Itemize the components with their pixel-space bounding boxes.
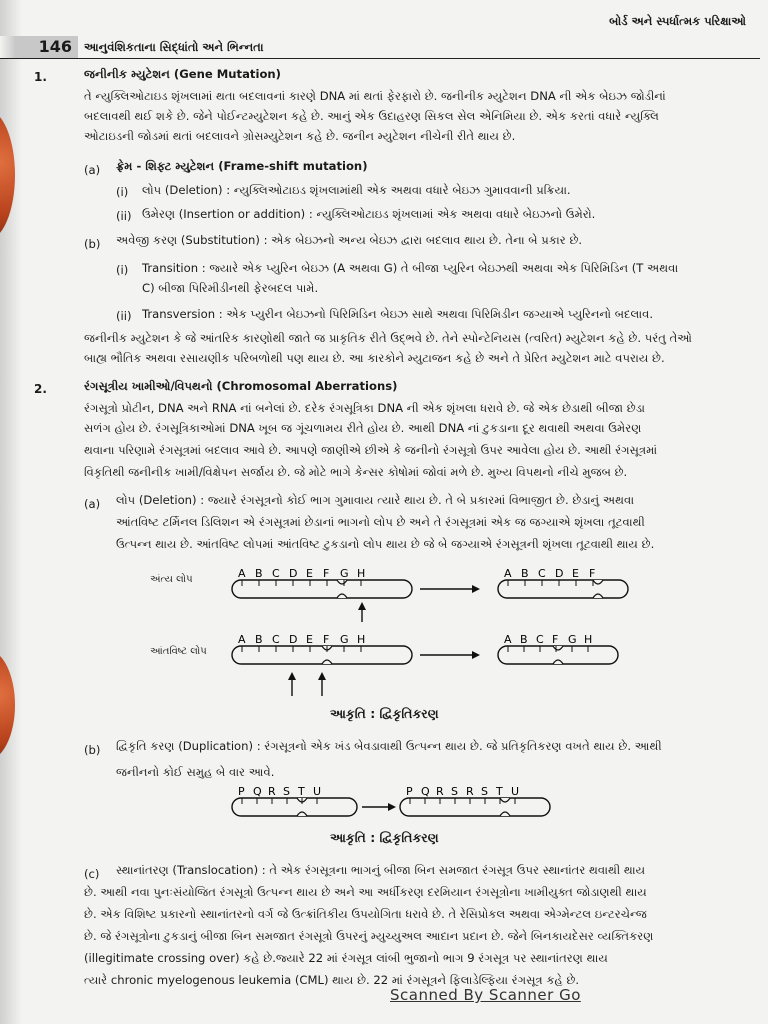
row1-left-chromosome-gene-label: G bbox=[340, 567, 349, 580]
list-label: (ii) bbox=[116, 209, 132, 223]
section-heading: રંગસૂત્રીય ખામીઓ/વિપથનો (Chromosomal Aberrations) bbox=[84, 379, 398, 393]
row2-left-chromosome-gene-label: D bbox=[289, 633, 298, 646]
paragraph-line: રંગસૂત્રો પ્રોટીન, DNA અને RNA નાં બનેલાં છે. દરેક રંગસૂત્રિકા DNA ની એક શૃંખલા ધરાવે છે. જે એક છેડાથી બીજા છેડા bbox=[84, 401, 645, 415]
row1-left-chromosome-gene-label: D bbox=[289, 567, 298, 580]
label-terminal-deletion: અંત્ય લોપ bbox=[150, 574, 193, 585]
row2-right-chromosome-centromere bbox=[553, 646, 563, 664]
paragraph-line: સ્થાનાંતરણ (Translocation) : તે એક રંગસૂત્રના ભાગનું બીજા બિન સમજાત રંગસૂત્ર ઉપર સ્થાનાંતર થવાથી થાય bbox=[116, 863, 646, 877]
list-label: (b) bbox=[84, 743, 101, 757]
running-header-right: બોર્ડ અને સ્પર્ધાત્મક પરિક્ષાઓ bbox=[609, 14, 746, 28]
row1-left-chromosome-gene-label: H bbox=[357, 567, 366, 580]
row2-left-chromosome-gene-label: C bbox=[272, 633, 280, 646]
row1-right-chromosome-gene-label: A bbox=[504, 567, 512, 580]
paragraph-line: ત્યારે chronic myelogenous leukemia (CML) થાય છે. 22 માં રંગસૂત્રને ફિલાડેલ્ફિયા રંગસૂત્ર કહે છે. bbox=[84, 973, 580, 987]
figure-caption: આકૃતિ : દ્વિકૃતિકરણ bbox=[330, 830, 439, 845]
arrow-right-head bbox=[388, 803, 396, 811]
arrow-break-point-head bbox=[358, 602, 366, 610]
dup-right-chromosome-gene-label: P bbox=[406, 785, 413, 798]
list-label: (a) bbox=[84, 163, 101, 177]
paragraph-line: બદલાવથી થઈ શકે છે. જેને પોઈન્ટમ્યુટેશન કહે છે. આનું એક ઉદાહરણ સિકલ સેલ એનિમિયા છે. એક કરતાં વધારે ન્યુક્લિ bbox=[84, 109, 659, 123]
paragraph-line: બાહ્ય ભૌતિક અથવા રસાયણીક પરિબળોથી પણ થાય છે. આ કારકોને મ્યુટાજન કહે છે અને તે પ્રેરિત મ્યુટેશન માટે વપરાય છે. bbox=[84, 351, 665, 365]
paragraph-line: જનીનીક મ્યુટેશન કે જે આંતરિક કારણોથી જાતે જ પ્રાકૃતિક રીતે ઉદ્ભવે છે. તેને સ્પોન્ટેનિયસ (ત્વરિત) મ્યુટેશન કહે છે. પરંતુ તેઓ bbox=[84, 331, 693, 345]
paragraph-line: છે. જે રંગસૂત્રોના ટુકડાનું બીજા બિન સમજાત રંગસૂત્રો ઉપરનું મ્યુચ્યુઅલ આદાન પ્રદાન છે. જેને બિનકાયદેસર વ્યક્તિકરણ bbox=[84, 929, 654, 943]
row2-right-chromosome-gene-label: H bbox=[584, 633, 593, 646]
row1-right-chromosome-gene-label: D bbox=[555, 567, 564, 580]
dup-right-chromosome-gene-label: S bbox=[481, 785, 488, 798]
running-header-title: આનુવંશિકતાના સિદ્ધાંતો અને ભિન્નતા bbox=[84, 40, 264, 54]
dup-right-chromosome-gene-label: R bbox=[466, 785, 474, 798]
figure-caption: આકૃતિ : દ્વિકૃતિકરણ bbox=[330, 706, 439, 721]
row1-left-chromosome-gene-label: A bbox=[238, 567, 246, 580]
dup-right-chromosome-gene-label: Q bbox=[421, 785, 430, 798]
paragraph-line: વિકૃતિથી જનીનીક ખામી/વિક્ષેપન સર્જાય છે. જે મોટે ભાગે કેન્સર કોષોમાં જોવાં મળે છે. મુખ્ય વિપથનો નીચે મુજબ છે. bbox=[84, 465, 628, 479]
row1-left-chromosome-gene-label: B bbox=[255, 567, 263, 580]
paragraph-line: સળંગ હોય છે. રંગસૂત્રિકાઓમાં DNA ખૂબ જ ગૂંચળામય રીતે હોય છે. આથી DNA નાં ટુકડાના દૂર થવાથી અથવા ઉમેરણ bbox=[84, 421, 642, 435]
row2-left-chromosome-gene-label: F bbox=[323, 633, 330, 646]
arrow-right-head bbox=[472, 651, 480, 659]
subheading: અવેજી કરણ (Substitution) : એક બેઇઝનો અન્ય બેઇઝ દ્વારા બદલાવ થાય છે. તેના બે પ્રકાર છે. bbox=[116, 233, 583, 247]
row2-right-chromosome-gene-label: C bbox=[536, 633, 544, 646]
arrow-break-point-head bbox=[288, 672, 296, 680]
paragraph-line: થવાના પરિણામે રંગસૂત્રમાં બદલાવ આવે છે. આપણે જાણીએ છીએ કે જનીનો રંગસૂત્રો ઉપર આવેલા હોય છે. આથી રંગસૂત્રમાં bbox=[84, 443, 658, 457]
dup-right-chromosome-centromere bbox=[500, 798, 510, 816]
dup-right-chromosome-body bbox=[400, 798, 550, 816]
dup-right-chromosome-gene-label: S bbox=[451, 785, 458, 798]
list-label: (i) bbox=[116, 263, 129, 277]
paragraph-line: તે ન્યુક્લિઓટાઇડ શૃંખલામાં થતા બદલાવનાં કારણે DNA માં થતાં ફેરફારો છે. જનીનીક મ્યુટેશન DNA ની એક બેઇઝ જોડીનાં bbox=[84, 89, 666, 103]
dup-right-chromosome-gene-label: R bbox=[436, 785, 444, 798]
row2-left-chromosome-gene-label: H bbox=[357, 633, 366, 646]
page-number: 146 bbox=[0, 36, 78, 58]
arrow-break-point-head bbox=[318, 672, 326, 680]
row2-left-chromosome-gene-label: A bbox=[238, 633, 246, 646]
dup-left-chromosome-gene-label: S bbox=[283, 785, 290, 798]
dup-left-chromosome-gene-label: T bbox=[298, 785, 305, 798]
list-label: (c) bbox=[84, 867, 100, 881]
section-number: 1. bbox=[34, 70, 47, 84]
row2-right-chromosome-gene-label: G bbox=[568, 633, 577, 646]
dup-left-chromosome-gene-label: P bbox=[238, 785, 245, 798]
label-intercalary-deletion: આંતવિષ્ટ લોપ bbox=[150, 646, 207, 657]
list-label: (i) bbox=[116, 185, 129, 199]
section-heading: જનીનીક મ્યુટેશન (Gene Mutation) bbox=[84, 67, 281, 81]
dup-left-chromosome-gene-label: Q bbox=[253, 785, 262, 798]
paragraph-line: આંતવિષ્ટ ટર્મિનલ ડિલિશન એ રંગસૂત્રમાં છેડાનાં ભાગનો લોપ છે અને તે રંગસૂત્રમાં એક જ જગ્યાએ શૃંખલા તૂટવાથી bbox=[116, 515, 645, 529]
section-number: 2. bbox=[34, 382, 47, 396]
dup-left-chromosome-body bbox=[232, 798, 357, 816]
paragraph-line: છે. આથી નવા પુનઃસંયોજિત રંગસૂત્રો ઉત્પન્ન થાય છે અને આ અર્ધીકરણ દરમિયાન રંગસૂત્રોના ખામીયુક્ત જોડાણથી થાય bbox=[84, 885, 647, 899]
row1-right-chromosome-gene-label: B bbox=[521, 567, 529, 580]
row2-right-chromosome-gene-label: A bbox=[504, 633, 512, 646]
paragraph-line: ઉત્પન્ન થાય છે. આંતવિષ્ટ લોપમાં આંતવિષ્ટ ટુકડાનો લોપ થાય છે જે બે જગ્યાએ રંગસૂત્રની શૃંખલા તૂટવાથી થાય છે. bbox=[116, 537, 655, 551]
row2-left-chromosome-gene-label: E bbox=[306, 633, 313, 646]
subheading: ફ્રેમ - શિફ્ટ મ્યુટેશન (Frame-shift mutation) bbox=[116, 159, 368, 173]
dup-right-chromosome-gene-label: T bbox=[496, 785, 503, 798]
row1-left-chromosome-gene-label: E bbox=[306, 567, 313, 580]
paragraph-line: જનીનનો કોઈ સમુહ બે વાર આવે. bbox=[116, 765, 275, 779]
dup-left-chromosome-gene-label: U bbox=[313, 785, 322, 798]
paragraph-line: છે. એક વિશિષ્ટ પ્રકારનો સ્થાનાંતરનો વર્ગ જે ઉત્ક્રાંતિકીય ઉપયોગિતા ધરાવે છે. તે રેસિપ્રોકલ અથવા એગ્મેન્ટલ ઇન્ટરચેન્જ bbox=[84, 907, 647, 921]
row1-right-chromosome-body bbox=[498, 580, 628, 598]
dup-right-chromosome-gene-label: U bbox=[511, 785, 520, 798]
list-item: ઉમેરણ (Insertion or addition) : ન્યુક્લિઓટાઇડ શૃંખલામાં એક અથવા વધારે બેઇઝનો ઉમેરો. bbox=[142, 207, 596, 221]
paragraph-line: (illegitimate crossing over) કહે છે.જ્યારે 22 માં રંગસૂત્ર લાંબી ભુજાનો ભાગ 9 રંગસૂત્ર પર સ્થાનાંતરણ થાય bbox=[84, 951, 608, 965]
scanner-watermark: Scanned By Scanner Go bbox=[390, 986, 581, 1004]
row2-left-chromosome-gene-label: B bbox=[255, 633, 263, 646]
row1-right-chromosome-centromere bbox=[593, 580, 603, 598]
row1-left-chromosome-gene-label: F bbox=[323, 567, 330, 580]
list-label: (a) bbox=[84, 497, 101, 511]
arrow-right-head bbox=[472, 585, 480, 593]
row2-right-chromosome-gene-label: F bbox=[552, 633, 559, 646]
list-item: લોપ (Deletion) : ન્યુક્લિઓટાઇડ શૃંખલામાંથી એક અથવા વધારે બેઇઝ ગુમાવવાની પ્રક્રિયા. bbox=[142, 183, 571, 197]
list-label: (ii) bbox=[116, 309, 132, 323]
list-label: (b) bbox=[84, 237, 101, 251]
row2-left-chromosome-gene-label: G bbox=[340, 633, 349, 646]
row1-right-chromosome-gene-label: C bbox=[538, 567, 546, 580]
list-item: Transition : જ્યારે એક પ્યુરિન બેઇઝ (A અથવા G) તે બીજા પ્યુરિન બેઇઝથી અથવા એક પિરિમિડિન (T અથવા bbox=[142, 261, 679, 275]
row1-left-chromosome-centromere bbox=[337, 580, 347, 598]
paragraph-line: ઓટાઇડની જોડમાં થતાં બદલાવને ગ્રોસમ્યુટેશન કહે છે. જનીન મ્યુટેશન નીચેની રીતે થાય છે. bbox=[84, 129, 516, 143]
row1-right-chromosome-gene-label: F bbox=[589, 567, 596, 580]
list-item: Transversion : એક પ્યુરીન બેઇઝનો પિરિમિડિન બેઇઝ સાથે અથવા પિરિમિડીન જગ્યાએ પ્યુરિનનો બદલાવ. bbox=[142, 307, 654, 321]
paragraph-line: લોપ (Deletion) : જ્યારે રંગસૂત્રનો કોઈ ભાગ ગુમાવાય ત્યારે થાય છે. તે બે પ્રકારમાં વિભાજીત છે. છેડાનું અથવા bbox=[116, 493, 635, 507]
row2-right-chromosome-gene-label: B bbox=[520, 633, 528, 646]
paragraph-line: દ્વિકૃતિ કરણ (Duplication) : રંગસૂત્રનો એક ખંડ બેવડાવાથી ઉત્પન્ન થાય છે. જે પ્રતિકૃતિકરણ વખતે થાય છે. આથી bbox=[116, 739, 662, 753]
dup-left-chromosome-gene-label: R bbox=[268, 785, 276, 798]
row1-left-chromosome-gene-label: C bbox=[272, 567, 280, 580]
list-item: C) બીજા પિરિમીડીનથી ફેરબદલ પામે. bbox=[142, 281, 319, 295]
row1-right-chromosome-gene-label: E bbox=[572, 567, 579, 580]
